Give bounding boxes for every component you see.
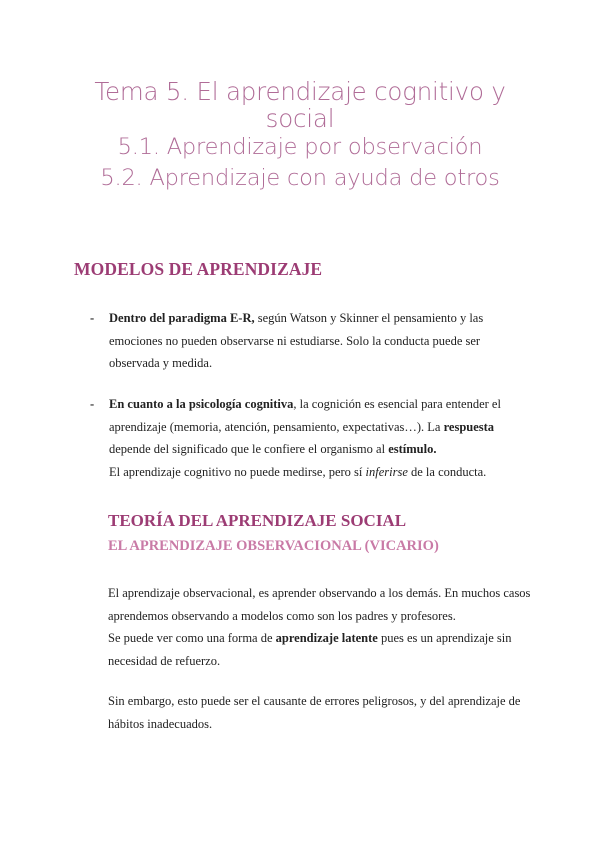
title-line-2: social bbox=[265, 104, 335, 133]
paragraph-text: pues es un aprendizaje sin necesidad de refuerzo. bbox=[108, 631, 512, 668]
document-title bbox=[0, 78, 600, 194]
title-line-1: Tema 5. El aprendizaje cognitivo y bbox=[94, 77, 506, 106]
bullet-bold-text: Dentro del paradigma E-R, bbox=[109, 311, 255, 325]
bullet-item bbox=[90, 307, 530, 375]
section-heading-teoria: TEORÍA DEL APRENDIZAJE SOCIAL bbox=[108, 511, 407, 530]
section-subheading-observacional: EL APRENDIZAJE OBSERVACIONAL (VICARIO) bbox=[108, 538, 439, 554]
paragraph-text: Se puede ver como una forma de bbox=[108, 631, 276, 645]
section-heading-modelos: MODELOS DE APRENDIZAJE bbox=[74, 259, 323, 279]
paragraph-text: El aprendizaje observacional, es aprender observando a los demás. En muchos casos aprendemos observando a modelos como son los padres y profesores. bbox=[108, 586, 531, 623]
bullet-bold-respuesta: respuesta bbox=[443, 419, 495, 434]
paragraph: Sin embargo, esto puede ser el causante de errores peligrosos, y del aprendizaje de hábitos inadecuados. bbox=[108, 694, 521, 731]
bullet-bold-estimulo: estímulo. bbox=[388, 442, 437, 456]
bullet-marker: - bbox=[90, 311, 95, 325]
bullet-text: El aprendizaje cognitivo no puede medirse, pero sí bbox=[109, 464, 366, 479]
bullet-text: , la cognición es esencial para entender el aprendizaje (memoria, atención, pensamiento, expectativas…). La bbox=[109, 397, 501, 434]
title-line-3: 5.1. Aprendizaje por observación bbox=[117, 134, 483, 160]
paragraph-bold-text: aprendizaje latente bbox=[275, 631, 378, 645]
bullet-item bbox=[90, 393, 530, 483]
bullet-text: de la conducta. bbox=[407, 464, 487, 479]
bullet-bold-text: En cuanto a la psicología cognitiva bbox=[109, 397, 294, 411]
bullet-text: depende del significado que le confiere el organismo al bbox=[109, 442, 389, 456]
bullet-text: según Watson y Skinner el pensamiento y las emociones no pueden observarse ni estudiarse. Solo la conducta puede ser observada y medida. bbox=[109, 311, 484, 370]
paragraph bbox=[108, 582, 538, 672]
bullet-marker: - bbox=[90, 397, 95, 411]
title-line-4: 5.2. Aprendizaje con ayuda de otros bbox=[100, 165, 500, 191]
bullet-italic-text: inferirse bbox=[365, 464, 408, 479]
